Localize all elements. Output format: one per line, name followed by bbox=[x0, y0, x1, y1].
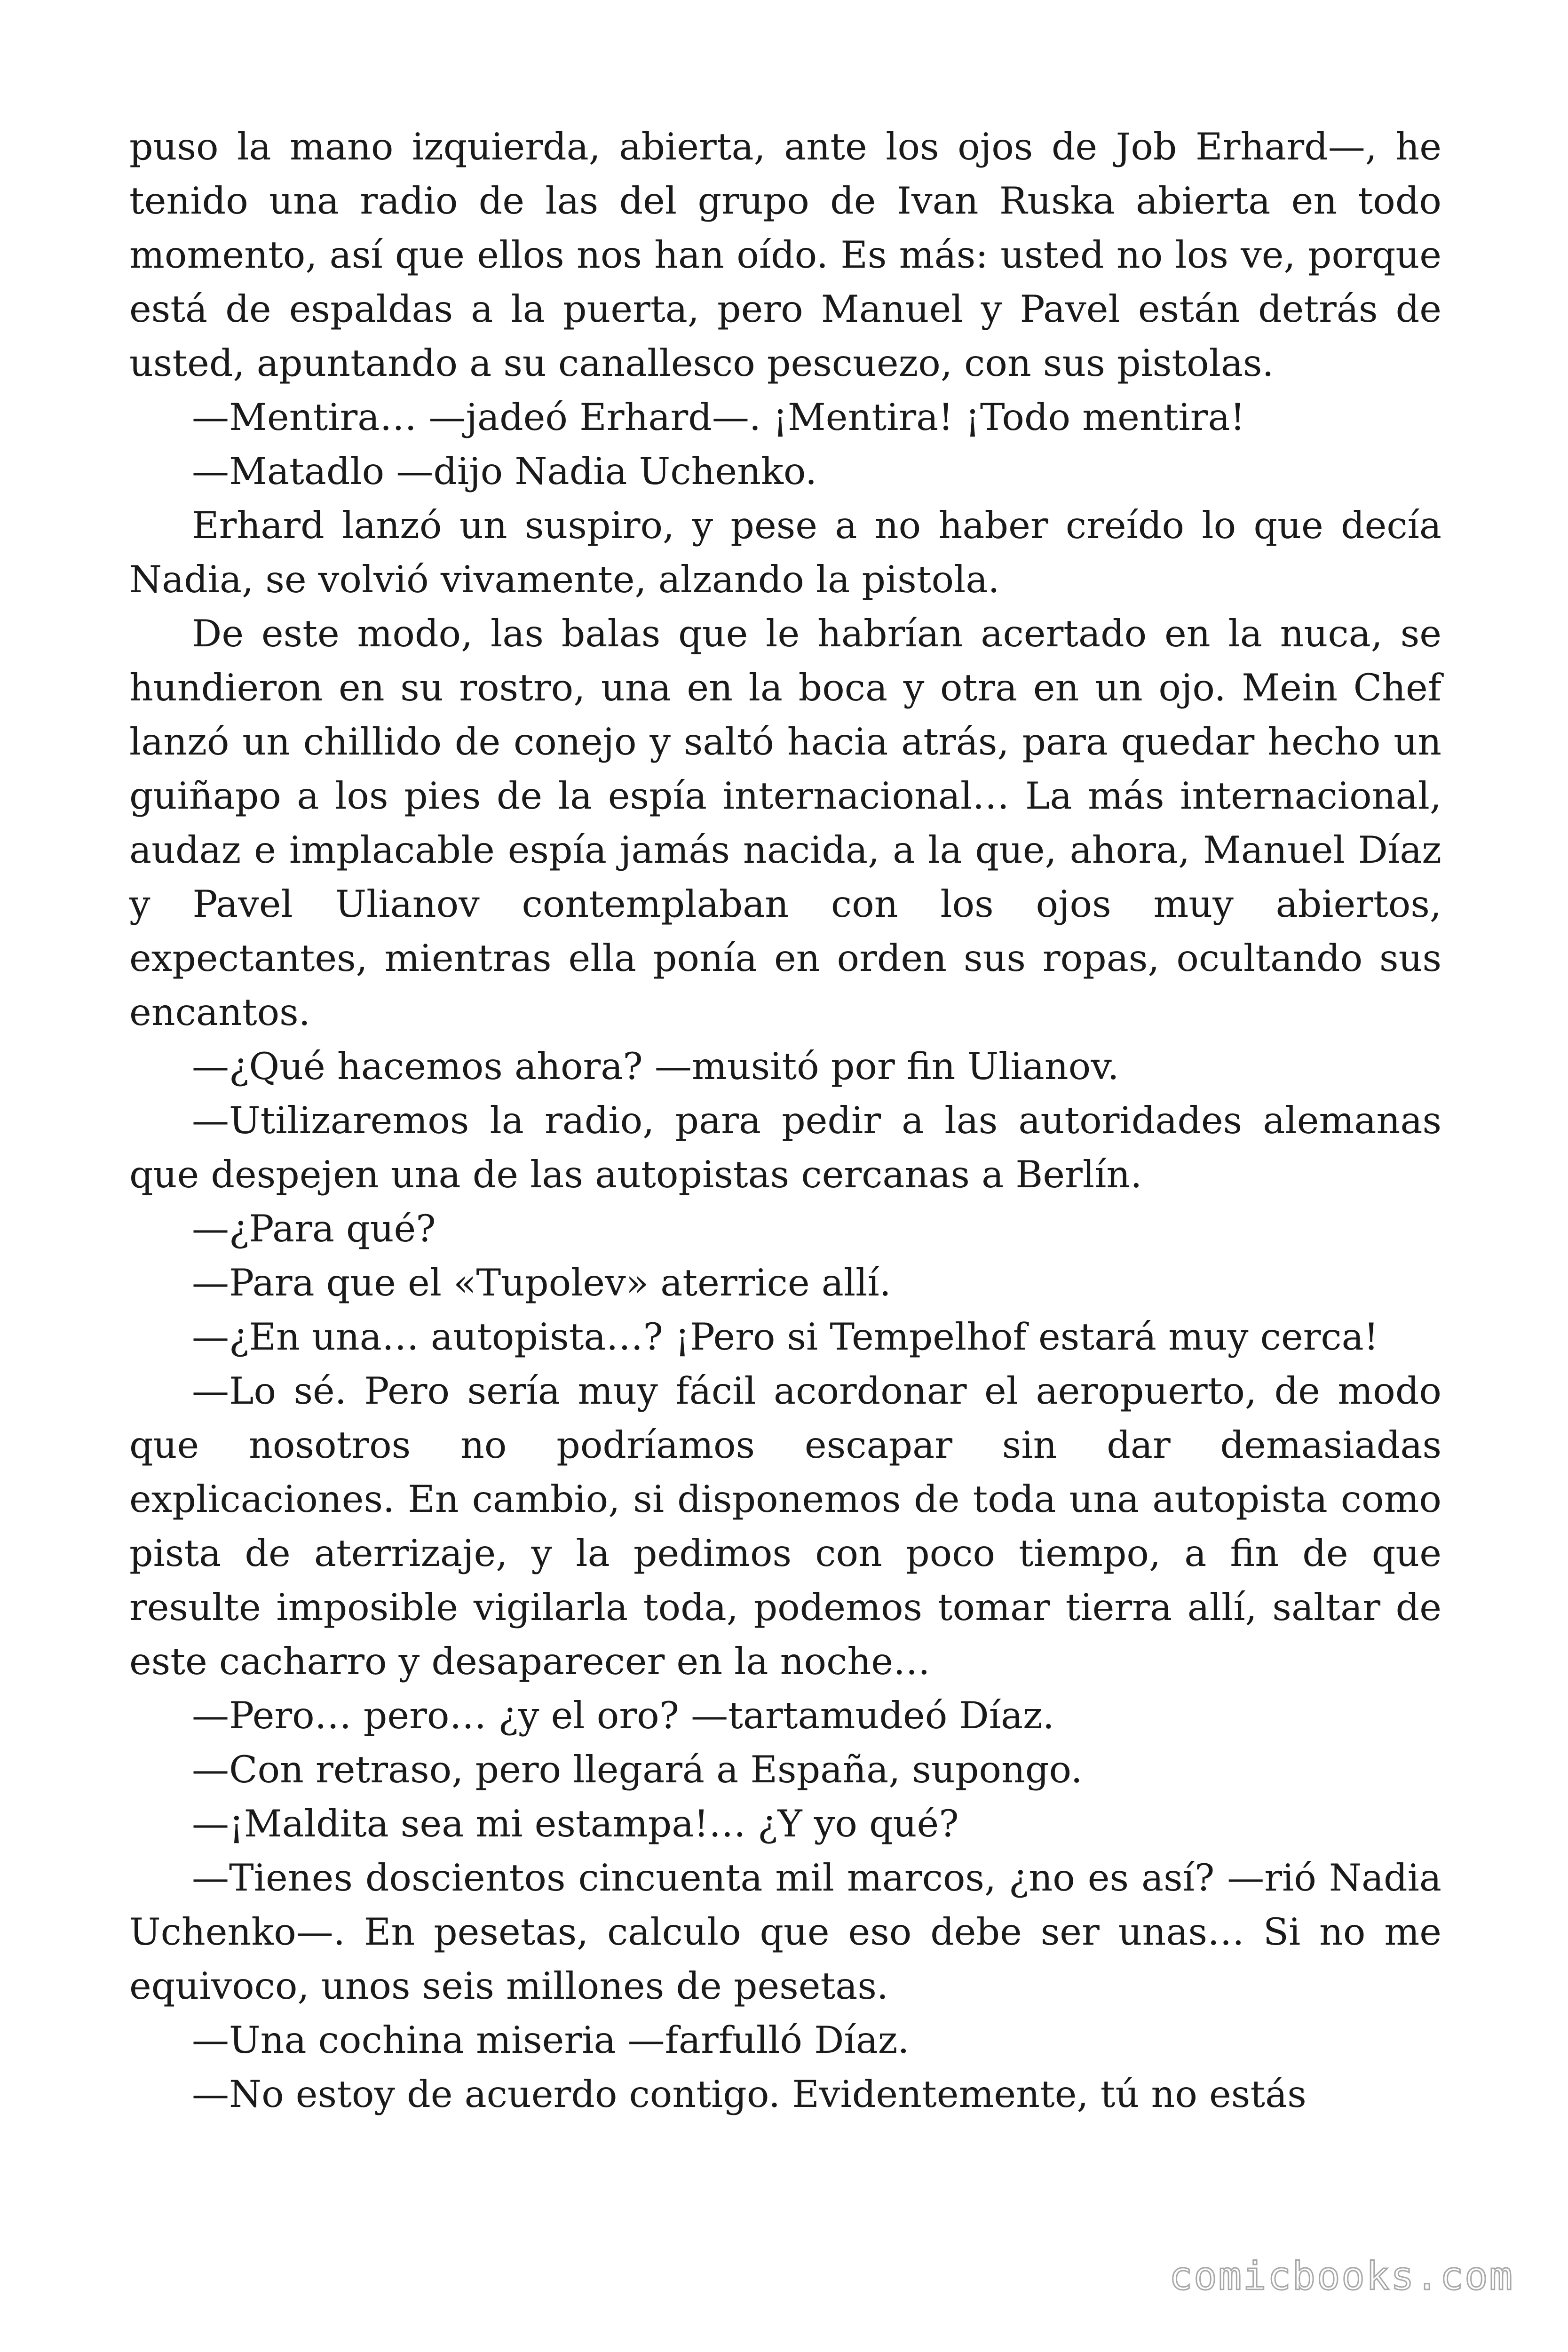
paragraph: —¿Para qué? bbox=[192, 1207, 436, 1250]
paragraph: —Para que el «Tupolev» aterrice allí. bbox=[192, 1261, 891, 1304]
paragraph: —Con retraso, pero llegará a España, supongo. bbox=[192, 1748, 1083, 1791]
paragraph: —¿Qué hacemos ahora? —musitó por fin Ulianov. bbox=[192, 1045, 1119, 1088]
paragraph: —¿En una… autopista…? ¡Pero si Tempelhof estará muy cerca! bbox=[192, 1315, 1379, 1359]
paragraph: —Tienes doscientos cincuenta mil marcos, ¿no es así? —rió Nadia Uchenko—. En pesetas, calculo que eso debe ser unas… Si no me equivoco, unos seis millones de pesetas. bbox=[129, 1856, 1441, 2008]
paragraph: De este modo, las balas que le habrían acertado en la nuca, se hundieron en su rostro, una en la boca y otra en un ojo. Mein Chef lanzó un chillido de conejo y saltó hacia atrás, para quedar hecho un guiñapo a los pies de la espía internacional… La más internacional, audaz e implacable espía jamás nacida, a la que, ahora, Manuel Díaz y Pavel Ulianov contemplaban con los ojos muy abiertos, expectantes, mientras ella ponía en orden sus ropas, ocultando sus encantos. bbox=[129, 612, 1441, 1034]
paragraph: —Utilizaremos la radio, para pedir a las autoridades alemanas que despejen una de las autopistas cercanas a Berlín. bbox=[129, 1099, 1441, 1196]
paragraph: —Lo sé. Pero sería muy fácil acordonar el aeropuerto, de modo que nosotros no podríamos escapar sin dar demasiadas explicaciones. En cambio, si disponemos de toda una autopista como pista de aterrizaje, y la pedimos con poco tiempo, a fin de que resulte imposible vigilarla toda, podemos tomar tierra allí, saltar de este cacharro y desaparecer en la noche… bbox=[129, 1369, 1441, 1683]
paragraph: —No estoy de acuerdo contigo. Evidentemente, tú no estás bbox=[192, 2073, 1307, 2116]
paragraph: Erhard lanzó un suspiro, y pese a no haber creído lo que decía Nadia, se volvió vivamente, alzando la pistola. bbox=[129, 504, 1441, 601]
body-text bbox=[129, 120, 1441, 2122]
paragraph: —Pero… pero… ¿y el oro? —tartamudeó Díaz. bbox=[192, 1694, 1054, 1737]
paragraph: —¡Maldita sea mi estampa!… ¿Y yo qué? bbox=[192, 1802, 959, 1845]
watermark-text: comicbooks.com bbox=[1169, 2254, 1514, 2299]
paragraph: puso la mano izquierda, abierta, ante los ojos de Job Erhard—, he tenido una radio de las del grupo de Ivan Ruska abierta en todo momento, así que ellos nos han oído. Es más: usted no los ve, porque está de espaldas a la puerta, pero Manuel y Pavel están detrás de usted, apuntando a su canallesco pescuezo, con sus pistolas. bbox=[129, 125, 1441, 385]
paragraph: —Matadlo —dijo Nadia Uchenko. bbox=[192, 450, 817, 493]
paragraph: —Una cochina miseria —farfulló Díaz. bbox=[192, 2018, 910, 2062]
paragraph: —Mentira… —jadeó Erhard—. ¡Mentira! ¡Todo mentira! bbox=[192, 396, 1245, 439]
